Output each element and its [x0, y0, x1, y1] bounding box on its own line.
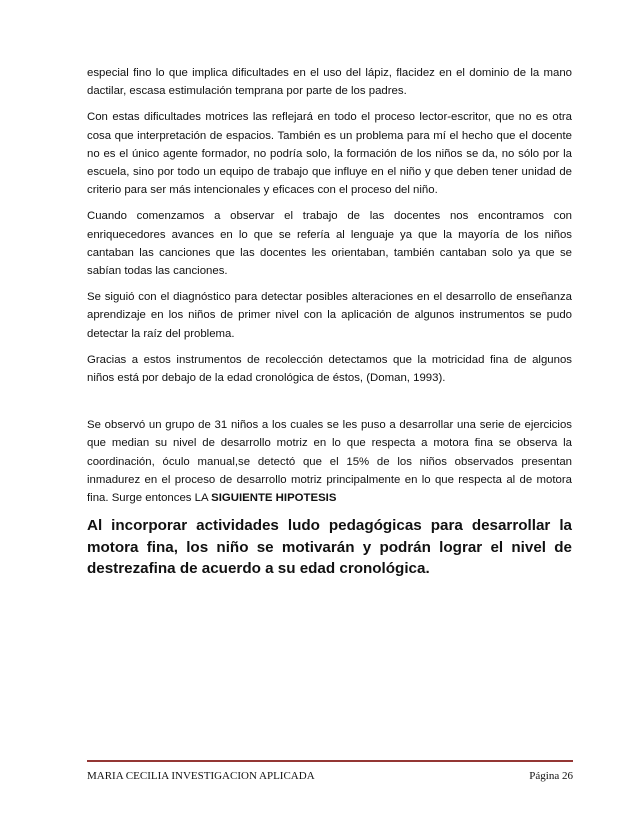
page-number: Página 26: [529, 770, 573, 782]
page-footer: [87, 770, 573, 782]
footer-rule: [87, 760, 573, 762]
paragraph-1: especial fino lo que implica dificultades en el uso del lápiz, flacidez en el dominio de la mano dactilar, escasa estimulación temprana por parte de los padres.: [87, 67, 572, 98]
footer-author: MARIA CECILIA INVESTIGACION APLICADA: [87, 770, 315, 782]
observation-paragraph: [87, 416, 572, 507]
observation-text: Se observó un grupo de 31 niños a los cuales se les puso a desarrollar una serie de ejercicios que median su nivel de desarrollo motriz en lo que respecta a motora fina se observa la coordinación, óculo manual,se detectó que el 15% de los niños observados presentan inmadurez en el proceso de desarrollo motriz principalmente en lo que respecta al de motora fina. Surge entonces LA: [87, 419, 572, 505]
paragraph-4: Se siguió con el diagnóstico para detectar posibles alteraciones en el desarrollo de enseñanza aprendizaje en los niños de primer nivel con la aplicación de algunos instrumentos se pudo detectar la raíz del problema.: [87, 291, 572, 340]
blank-line: [87, 395, 572, 416]
observation-emphasis: SIGUIENTE HIPOTESIS: [211, 492, 337, 505]
paragraph-2: Con estas dificultades motrices las reflejará en todo el proceso lector-escritor, que no es otra cosa que interpretación de espacios. También es un problema para mí el hecho que el docente no es el único agente formador, no podría solo, la formación de los niños se da, no sólo por la escuela, sino por todo un equipo de trabajo que influye en el niño y que deben tener unidad de criterio para ser más intencionales y eficaces con el proceso del niño.: [87, 111, 572, 197]
paragraph-3: Cuando comenzamos a observar el trabajo de las docentes nos encontramos con enriquecedores avances en lo que se refería al lenguaje ya que la mayoría de los niños cantaban las canciones que las docentes les orientaban, también cantaban solo ya que se sabían todas las canciones.: [87, 210, 572, 278]
paragraph-5: Gracias a estos instrumentos de recolección detectamos que la motricidad fina de algunos niños está por debajo de la edad cronológica de éstos, (Doman, 1993).: [87, 353, 572, 385]
hypothesis-statement: Al incorporar actividades ludo pedagógicas para desarrollar la motora fina, los niño se motivarán y podrán lograr el nivel de destrezafina de acuerdo a su edad cronológica.: [87, 517, 572, 578]
page-body: [87, 64, 572, 580]
